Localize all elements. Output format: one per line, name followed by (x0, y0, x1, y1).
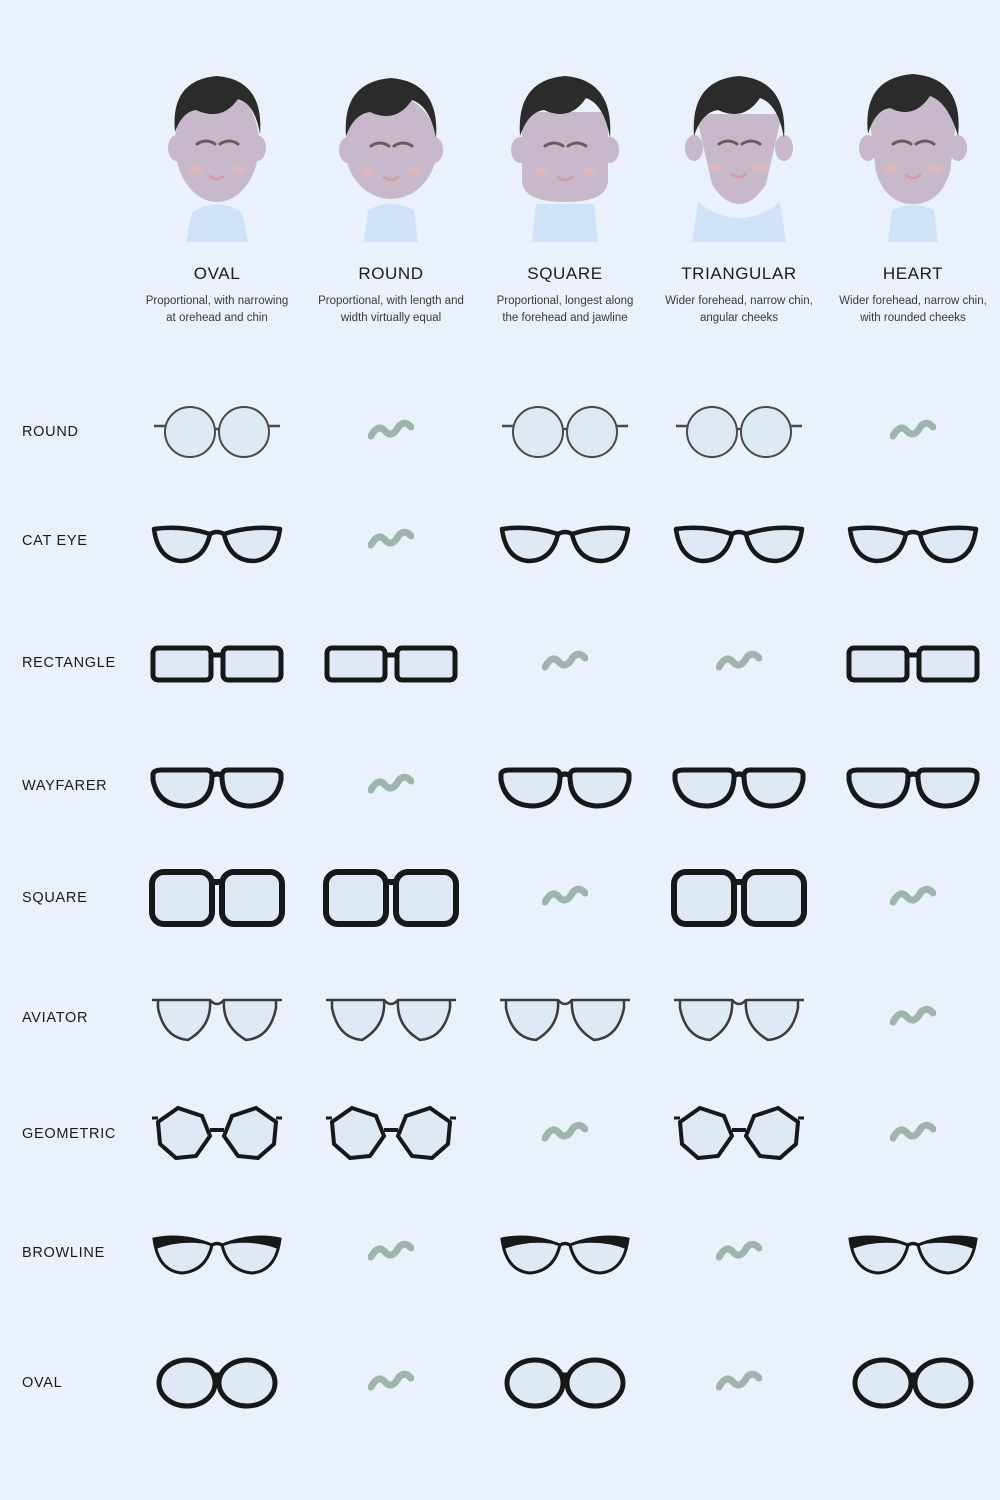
glasses-round-icon (664, 392, 814, 472)
cell-cat-eye-round[interactable] (304, 483, 478, 598)
glasses-browline-icon (838, 1213, 988, 1293)
glasses-square-icon (664, 858, 814, 938)
row-label-aviator: AVIATOR (22, 1009, 89, 1026)
face-title-triangular: TRIANGULAR (681, 264, 797, 283)
face-desc-square: Proportional, longest along the forehead and jawline (496, 295, 634, 324)
table-row-rectangle (0, 605, 1000, 720)
table-row-browline (0, 1195, 1000, 1310)
cell-wayfarer-heart[interactable] (826, 728, 1000, 843)
row-label-oval: OVAL (22, 1374, 63, 1391)
squiggle-icon (716, 1370, 762, 1396)
glasses-square-icon (316, 858, 466, 938)
cell-geometric-triangular[interactable] (652, 1076, 826, 1191)
cell-wayfarer-triangular[interactable] (652, 728, 826, 843)
squiggle-icon (368, 773, 414, 799)
squiggle-icon (890, 419, 936, 445)
glasses-wayfarer-icon (142, 746, 292, 826)
glasses-wayfarer-icon (490, 746, 640, 826)
cell-round-heart[interactable] (826, 374, 1000, 489)
table-row-oval (0, 1325, 1000, 1440)
cell-wayfarer-square[interactable] (478, 728, 652, 843)
cell-oval-square[interactable] (478, 1325, 652, 1440)
cell-round-round[interactable] (304, 374, 478, 489)
row-label-round: ROUND (22, 423, 79, 440)
face-column-round (304, 52, 478, 326)
face-title-oval: OVAL (193, 264, 241, 283)
cell-aviator-oval[interactable] (130, 960, 304, 1075)
cell-oval-round[interactable] (304, 1325, 478, 1440)
cell-rectangle-heart[interactable] (826, 605, 1000, 720)
row-label-browline: BROWLINE (22, 1244, 105, 1261)
table-row-cat-eye (0, 483, 1000, 598)
glasses-round-icon (490, 392, 640, 472)
cell-oval-oval[interactable] (130, 1325, 304, 1440)
cell-geometric-heart[interactable] (826, 1076, 1000, 1191)
cell-cat-eye-square[interactable] (478, 483, 652, 598)
cell-rectangle-oval[interactable] (130, 605, 304, 720)
squiggle-icon (542, 650, 588, 676)
face-desc-oval: Proportional, with narrowing at orehead and chin (145, 295, 289, 324)
glasses-aviator-icon (664, 978, 814, 1058)
face-shape-header (130, 52, 1000, 326)
face-desc-round: Proportional, with length and width virtually equal (318, 295, 464, 324)
row-label-geometric: GEOMETRIC (22, 1125, 117, 1142)
glasses-cat-eye-icon (838, 501, 988, 581)
glasses-round-icon (142, 392, 292, 472)
face-title-round: ROUND (358, 264, 424, 283)
cell-square-oval[interactable] (130, 840, 304, 955)
face-desc-heart: Wider forehead, narrow chin, with rounded cheeks (839, 295, 987, 324)
face-illustration-oval (152, 52, 282, 242)
face-column-triangular (652, 52, 826, 326)
squiggle-icon (716, 650, 762, 676)
glasses-cat-eye-icon (490, 501, 640, 581)
glasses-square-icon (142, 858, 292, 938)
cell-aviator-square[interactable] (478, 960, 652, 1075)
glasses-oval-icon (838, 1343, 988, 1423)
cell-oval-triangular[interactable] (652, 1325, 826, 1440)
cell-browline-square[interactable] (478, 1195, 652, 1310)
row-label-cat-eye: CAT EYE (22, 532, 88, 549)
face-title-heart: HEART (882, 264, 944, 283)
cell-round-square[interactable] (478, 374, 652, 489)
row-label-wayfarer: WAYFARER (22, 777, 108, 794)
cell-round-oval[interactable] (130, 374, 304, 489)
squiggle-icon (368, 1240, 414, 1266)
squiggle-icon (890, 1121, 936, 1147)
cell-geometric-oval[interactable] (130, 1076, 304, 1191)
cell-browline-oval[interactable] (130, 1195, 304, 1310)
glasses-rectangle-icon (838, 623, 988, 703)
cell-geometric-round[interactable] (304, 1076, 478, 1191)
cell-cat-eye-oval[interactable] (130, 483, 304, 598)
glasses-geometric-icon (664, 1094, 814, 1174)
cell-browline-round[interactable] (304, 1195, 478, 1310)
squiggle-icon (890, 1005, 936, 1031)
face-desc-triangular: Wider forehead, narrow chin, angular cheeks (665, 295, 813, 324)
face-column-square (478, 52, 652, 326)
cell-round-triangular[interactable] (652, 374, 826, 489)
squiggle-icon (542, 885, 588, 911)
glasses-rectangle-icon (316, 623, 466, 703)
face-illustration-square (500, 52, 630, 242)
glasses-browline-icon (142, 1213, 292, 1293)
face-illustration-round (326, 52, 456, 242)
squiggle-icon (368, 1370, 414, 1396)
cell-rectangle-square[interactable] (478, 605, 652, 720)
cell-aviator-heart[interactable] (826, 960, 1000, 1075)
cell-square-heart[interactable] (826, 840, 1000, 955)
face-title-square: SQUARE (527, 264, 603, 283)
glasses-aviator-icon (142, 978, 292, 1058)
squiggle-icon (368, 419, 414, 445)
table-row-aviator (0, 960, 1000, 1075)
glasses-cat-eye-icon (142, 501, 292, 581)
glasses-oval-icon (142, 1343, 292, 1423)
squiggle-icon (716, 1240, 762, 1266)
cell-aviator-triangular[interactable] (652, 960, 826, 1075)
cell-rectangle-triangular[interactable] (652, 605, 826, 720)
cell-browline-triangular[interactable] (652, 1195, 826, 1310)
glasses-geometric-icon (316, 1094, 466, 1174)
glasses-aviator-icon (490, 978, 640, 1058)
glasses-browline-icon (490, 1213, 640, 1293)
glasses-wayfarer-icon (664, 746, 814, 826)
cell-square-triangular[interactable] (652, 840, 826, 955)
cell-browline-heart[interactable] (826, 1195, 1000, 1310)
table-row-square (0, 840, 1000, 955)
cell-wayfarer-oval[interactable] (130, 728, 304, 843)
cell-cat-eye-triangular[interactable] (652, 483, 826, 598)
face-illustration-triangular (674, 52, 804, 242)
squiggle-icon (368, 528, 414, 554)
cell-rectangle-round[interactable] (304, 605, 478, 720)
cell-cat-eye-heart[interactable] (826, 483, 1000, 598)
glasses-geometric-icon (142, 1094, 292, 1174)
row-label-square: SQUARE (22, 889, 88, 906)
squiggle-icon (890, 885, 936, 911)
glasses-rectangle-icon (142, 623, 292, 703)
cell-square-square[interactable] (478, 840, 652, 955)
face-column-heart (826, 52, 1000, 326)
table-row-round (0, 374, 1000, 489)
cell-square-round[interactable] (304, 840, 478, 955)
face-column-oval (130, 52, 304, 326)
glasses-wayfarer-icon (838, 746, 988, 826)
table-row-geometric (0, 1076, 1000, 1191)
cell-geometric-square[interactable] (478, 1076, 652, 1191)
glasses-cat-eye-icon (664, 501, 814, 581)
glasses-oval-icon (490, 1343, 640, 1423)
face-illustration-heart (848, 52, 978, 242)
cell-wayfarer-round[interactable] (304, 728, 478, 843)
row-label-rectangle: RECTANGLE (22, 654, 116, 671)
cell-aviator-round[interactable] (304, 960, 478, 1075)
glasses-aviator-icon (316, 978, 466, 1058)
squiggle-icon (542, 1121, 588, 1147)
cell-oval-heart[interactable] (826, 1325, 1000, 1440)
table-row-wayfarer (0, 728, 1000, 843)
